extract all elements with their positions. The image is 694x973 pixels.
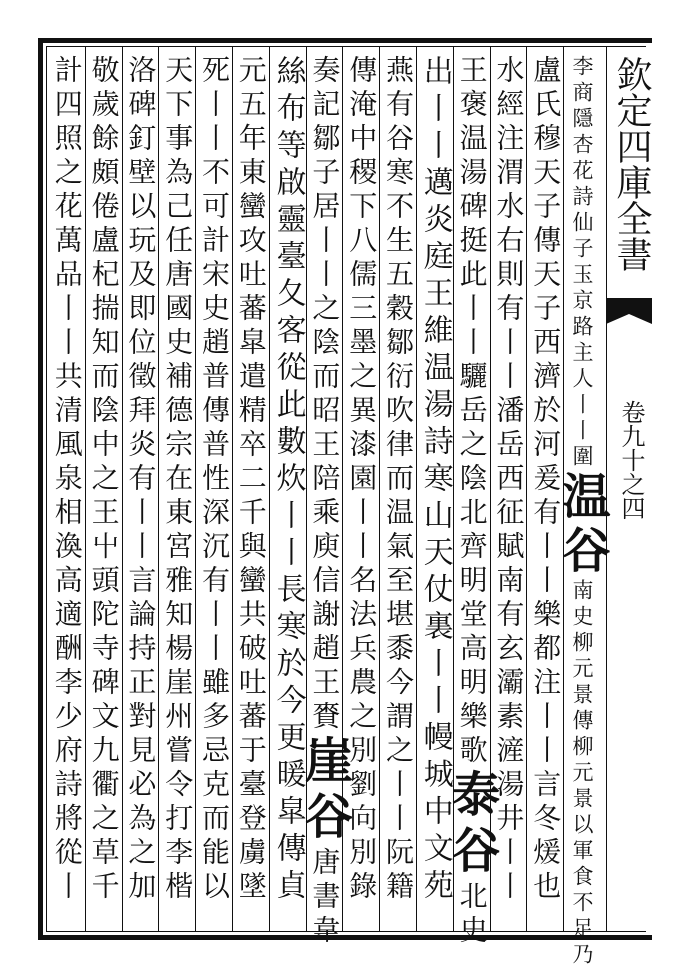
column-text: 丨丨 [569, 393, 594, 445]
column-text: 天下事為己任唐國史補德宗在東宮雅知楊崖州嘗令打李楷 [161, 55, 195, 905]
place-name-heading: 泰谷 [443, 769, 500, 881]
column-text: 丨丨 [345, 497, 379, 565]
column-text: 樂都注 [529, 599, 563, 701]
column-text: 李商隱杏花詩仙子玉京路主人 [569, 55, 594, 393]
text-column [160, 55, 193, 925]
text-column [124, 55, 157, 925]
column-text: 驪岳之陰北齊明堂高明樂歌 [455, 361, 489, 769]
column-text: 共清風泉相渙高適酬李少府詩將從 [50, 361, 84, 871]
column-text: 文苑 [417, 832, 453, 906]
column-text: 丨 [50, 871, 84, 905]
column-text: 丨丨 [308, 225, 342, 293]
column-text: 丨丨 [529, 531, 563, 599]
column-text: 阮籍 [381, 837, 415, 905]
column-text: 出 [417, 55, 453, 92]
fishtail-mark [606, 298, 652, 330]
column-text: 丨丨 [270, 499, 306, 573]
column-text: 南史柳元景傳柳元景以軍食不足乃 [569, 579, 594, 969]
place-name-heading: 崖谷 [296, 735, 353, 847]
column-text: 丨丨 [417, 92, 453, 166]
margin-book-title: 欽定四庫全書 [611, 56, 652, 272]
column-divider [232, 47, 233, 931]
column-text: 之陰而昭王陪乘庾信謝趙王賚 [308, 293, 342, 735]
column-text: 名法兵農之別劉向別錄 [345, 565, 379, 905]
column-text: 奏記鄒子居 [308, 55, 342, 225]
column-text: 邁炎庭王維温湯詩寒山天仗裏 [417, 166, 453, 647]
column-divider [269, 47, 270, 931]
column-text: 死 [197, 55, 231, 89]
column-text: 元五年東蠻攻吐蕃皐遣精卒二千與蠻共破吐蕃于臺登虜墜 [234, 55, 268, 905]
text-column [197, 55, 230, 925]
column-text: 丨丨 [381, 769, 415, 837]
column-text: 絲布等啟靈臺夂客從此數炊 [270, 55, 306, 499]
column-text: 敬歲餘頗倦盧杞揣知而陰中之王屮頭陀寺碑文九衢之草千 [87, 55, 121, 905]
text-column [87, 55, 120, 925]
column-divider [195, 47, 196, 931]
column-text: 丨丨 [50, 293, 84, 361]
column-divider [122, 47, 123, 931]
column-text: 圍 [569, 445, 594, 471]
text-column [553, 55, 610, 969]
text-column [418, 55, 451, 925]
text-column [528, 55, 561, 925]
column-text: 丨丨 [455, 293, 489, 361]
column-text: 丨丨 [492, 327, 526, 395]
column-divider [158, 47, 159, 931]
column-text: 丨丨 [197, 599, 231, 667]
text-column [50, 55, 83, 925]
column-text: 計四照之花萬品 [50, 55, 84, 293]
column-text: 水經注渭水右則有 [492, 55, 526, 327]
text-column [234, 55, 267, 925]
column-text: 洛碑釘壁以玩及即位徵拜炎有 [124, 55, 158, 497]
column-text: 丨丨 [492, 837, 526, 905]
column-text: 王褒温湯碑挺此 [455, 55, 489, 293]
text-column [296, 55, 353, 949]
column-text: 北史 [455, 881, 489, 949]
column-divider [85, 47, 86, 931]
text-column [381, 55, 414, 925]
column-text: 燕有谷寒不生五穀鄒衍吹律而温氣至堪黍今謂之 [381, 55, 415, 769]
column-text: 傳淹中稷下八儒三墨之異漆園 [345, 55, 379, 497]
column-text: 丨丨 [197, 89, 231, 157]
column-text: 長寒於今更暖 [270, 573, 306, 795]
column-text: 幔城中 [417, 721, 453, 832]
column-text: 言冬煖也 [529, 769, 563, 905]
column-text: 盧氏穆天子傳天子西濟於河爰有 [529, 55, 563, 531]
column-text: 丨丨 [529, 701, 563, 769]
column-text: 言論持正對見必為之加 [124, 565, 158, 905]
column-text: 唐書韋 [308, 847, 342, 949]
column-divider [379, 47, 380, 931]
margin-volume-label: 卷九十之四 [617, 400, 645, 520]
column-divider [526, 47, 527, 931]
column-text: 雖多忌克而能以 [197, 667, 231, 905]
column-text: 丨丨 [417, 647, 453, 721]
text-column [271, 55, 304, 925]
column-text: 丨丨 [124, 497, 158, 565]
column-divider [416, 47, 417, 931]
column-text: 皐傳貞 [270, 795, 306, 906]
text-column [443, 55, 500, 949]
column-text: 潘岳西征賦南有玄灞素滻湯井 [492, 395, 526, 837]
column-text: 不可計宋史趙普傳普性深沉有 [197, 157, 231, 599]
place-name-heading: 温谷 [553, 471, 610, 579]
